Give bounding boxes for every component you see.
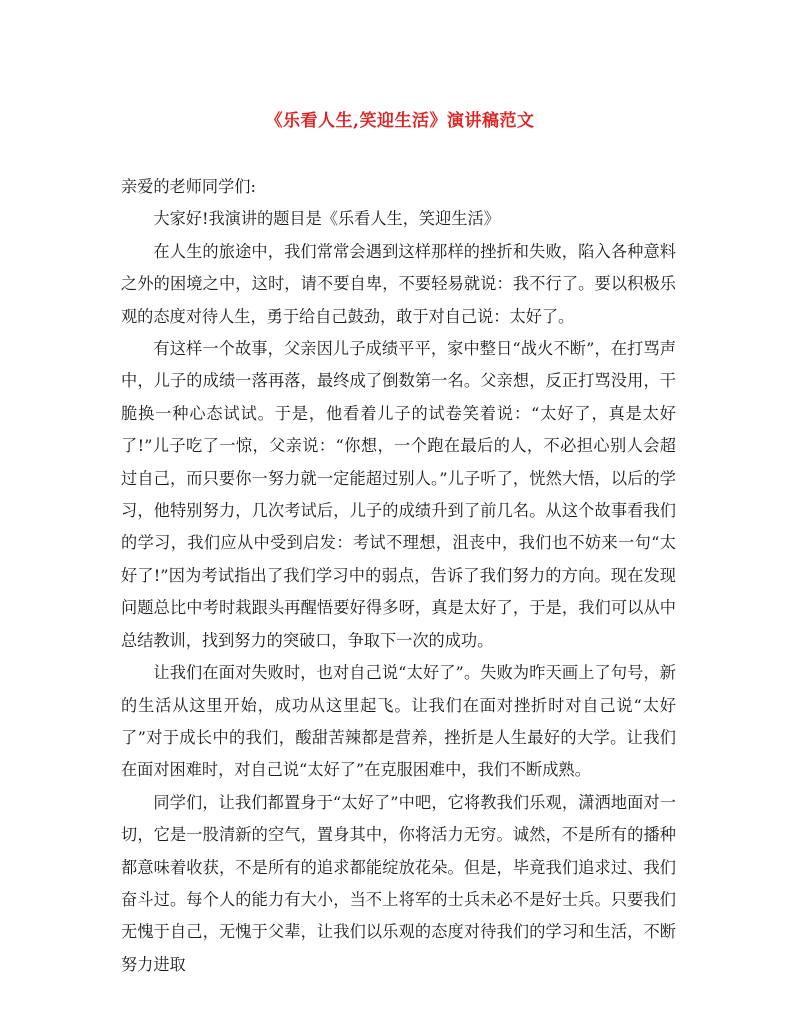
document-body xyxy=(121,171,676,981)
paragraph-1: 大家好!我演讲的题目是《乐看人生，笑迎生活》 xyxy=(153,209,500,229)
document-title: 《乐看人生,笑迎生活》演讲稿范文 xyxy=(265,111,535,131)
paragraph-2: 在人生的旅途中，我们常常会遇到这样那样的挫折和失败，陷入各种意料之外的困境之中，这时，请不要自卑，不要轻易就说：我不行了。要以积极乐观的态度对待人生，勇于给自己鼓劲，敢于对自己说：太好了。 xyxy=(121,241,676,326)
paragraph-5: 同学们，让我们都置身于“太好了”中吧，它将教我们乐观，潇洒地面对一切，它是一股清新的空气，置身其中，你将活力无穷。诚然，不是所有的播种都意味着收获，不是所有的追求都能绽放花朵。但是，毕竟我们追求过、我们奋斗过。每个人的能力有大小，当不上将军的士兵未必不是好士兵。只要我们无愧于自己，无愧于父辈，让我们以乐观的态度对待我们的学习和生活，不断努力进取 xyxy=(121,792,676,974)
salutation: 亲爱的老师同学们: xyxy=(121,177,256,196)
paragraph-4: 让我们在面对失败时，也对自己说“太好了”。失败为昨天画上了句号，新的生活从这里开始，成功从这里起飞。让我们在面对挫折时对自己说“太好了”对于成长中的我们，酸甜苦辣都是营养，挫折是人生最好的大学。让我们在面对困难时，对自己说“太好了”在克服困难中，我们不断成熟。 xyxy=(121,663,676,780)
paragraph-3: 有这样一个故事，父亲因儿子成绩平平，家中整日“战火不断”，在打骂声中，儿子的成绩一落再落，最终成了倒数第一名。父亲想，反正打骂没用，干脆换一种心态试试。于是，他看着儿子的试卷笑着说：“太好了，真是太好了!”儿子吃了一惊，父亲说：“你想，一个跑在最后的人，不必担心别人会超过自己，而只要你一努力就一定能超过别人。”儿子听了，恍然大悟，以后的学习，他特别努力，几次考试后，儿子的成绩升到了前几名。从这个故事看我们的学习，我们应从中受到启发：考试不理想，沮丧中，我们也不妨来一句“太好了!”因为考试指出了我们学习中的弱点，告诉了我们努力的方向。现在发现问题总比中考时栽跟头再醒悟要好得多呀，真是太好了，于是，我们可以从中总结教训，找到努力的突破口，争取下一次的成功。 xyxy=(121,339,676,650)
